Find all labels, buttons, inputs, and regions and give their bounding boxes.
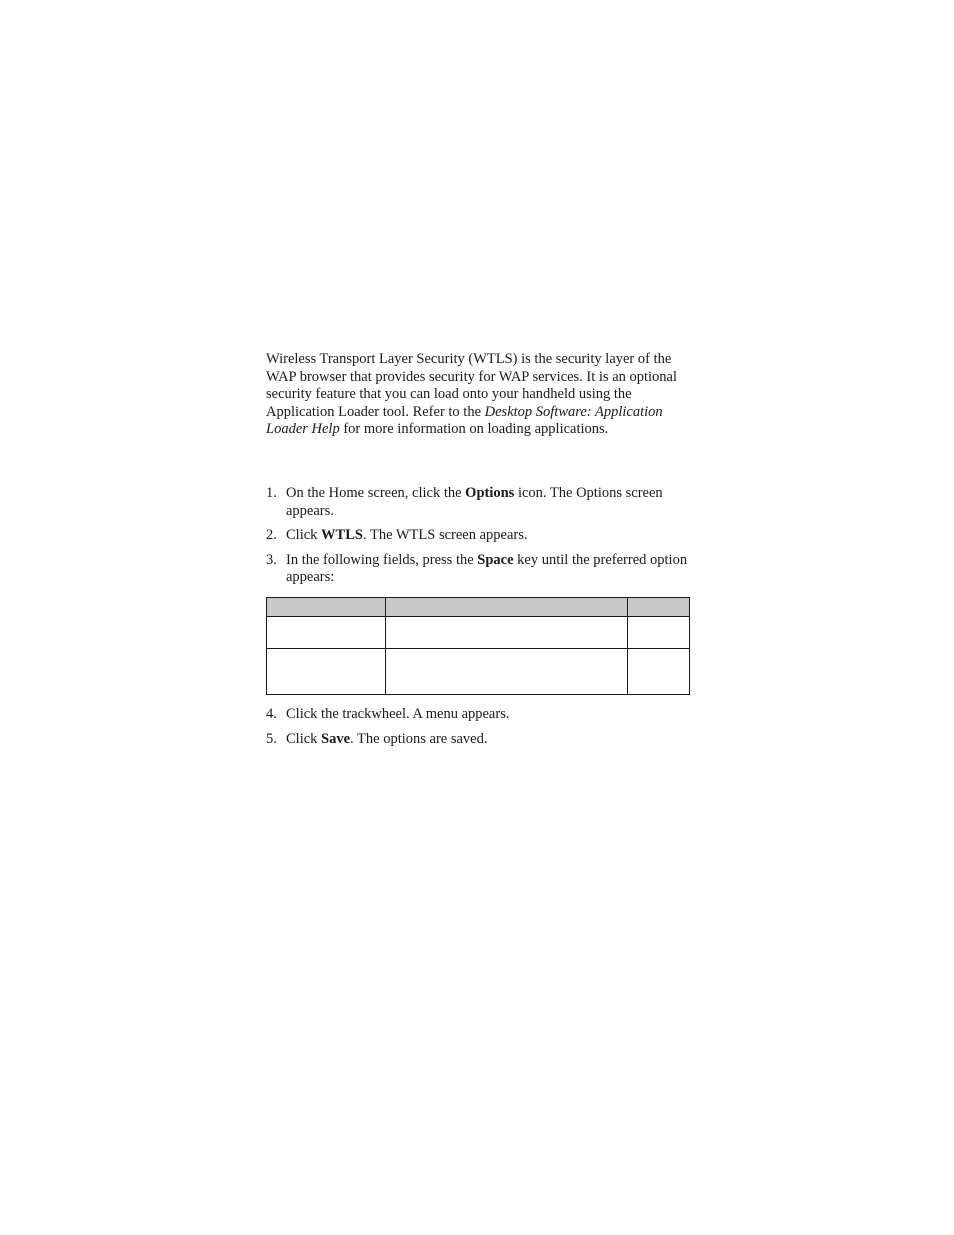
field-options-table <box>266 597 690 695</box>
procedure-steps-bottom <box>266 706 690 748</box>
step-number: 5. <box>266 730 277 747</box>
table-cell <box>628 649 690 695</box>
step-number: 4. <box>266 706 277 722</box>
table-cell <box>267 649 386 695</box>
step-1 <box>266 485 690 520</box>
step-text-pre: Click the trackwheel. A menu appears. <box>286 706 510 722</box>
procedure-steps-top <box>266 485 690 587</box>
step-2 <box>266 527 690 545</box>
step-number: 1. <box>266 485 277 501</box>
intro-paragraph <box>266 351 690 439</box>
step-text-post: . The options are saved. <box>350 730 488 747</box>
step-text-pre: Click <box>286 730 322 747</box>
step-5 <box>266 731 690 749</box>
table-row <box>267 649 690 695</box>
intro-text-before: Wireless Transport Layer Security (WTLS) is the security layer of the WAP browser that provides security for WAP services. It is an optional security feature that you can load onto your handheld using the Application Loader tool. Refer to the <box>266 351 678 420</box>
step-number: 3. <box>266 551 277 568</box>
step-text-post: icon. The Options screen appears. <box>286 485 663 519</box>
step-text-post: . The WTLS screen appears. <box>362 527 528 543</box>
step-text-post: key until the preferred option appears: <box>286 551 688 585</box>
table-header-cell <box>386 598 628 617</box>
table-cell <box>386 617 628 649</box>
step-ui-term: Space <box>477 551 514 568</box>
step-ui-term: Options <box>465 485 515 501</box>
table-header-cell <box>628 598 690 617</box>
table-cell <box>386 649 628 695</box>
table-row <box>267 617 690 649</box>
step-number: 2. <box>266 527 277 543</box>
step-text-pre: Click <box>286 527 322 543</box>
step-text-pre: In the following fields, press the <box>286 551 478 568</box>
table-header-cell <box>267 598 386 617</box>
table-cell <box>628 617 690 649</box>
step-ui-term: WTLS <box>321 527 363 543</box>
table-cell <box>267 617 386 649</box>
step-4 <box>266 706 690 724</box>
step-text-pre: On the Home screen, click the <box>286 485 466 501</box>
step-3 <box>266 552 690 587</box>
step-ui-term: Save <box>321 730 351 747</box>
intro-text-after: for more information on loading applications. <box>339 421 609 437</box>
intro-reference: Desktop Software: Application Loader Help <box>266 403 663 437</box>
table-header-row <box>267 598 690 617</box>
